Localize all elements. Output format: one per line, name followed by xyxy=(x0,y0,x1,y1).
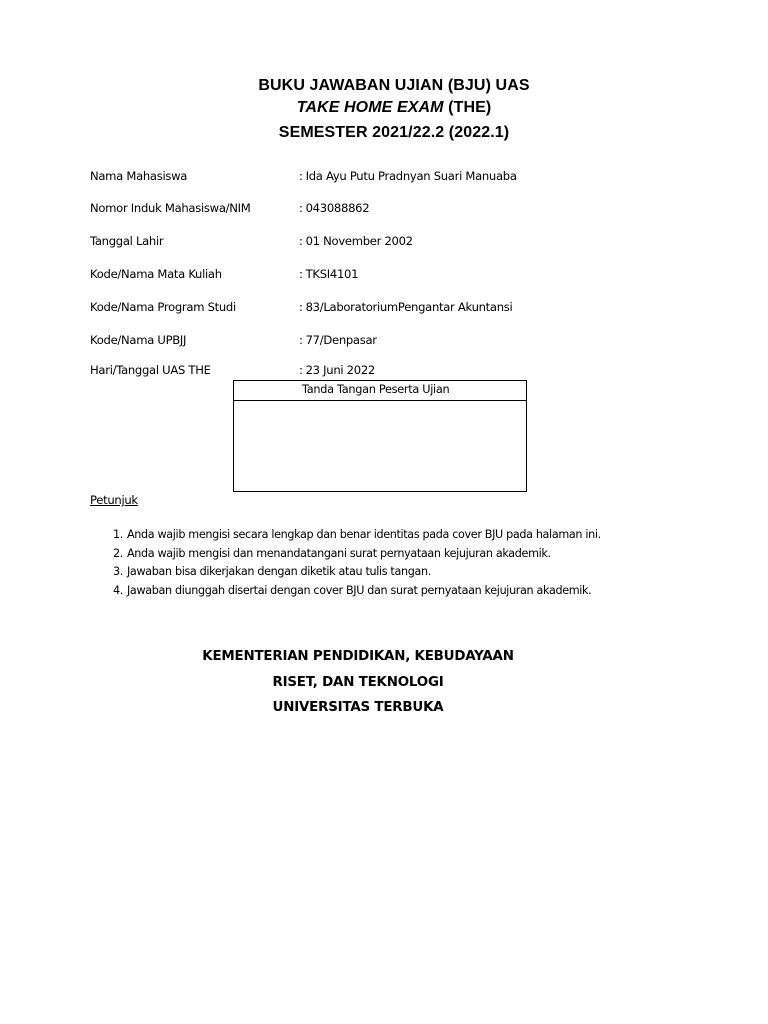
signature-box-title: Tanda Tangan Peserta Ujian xyxy=(302,383,450,396)
semester-title: SEMESTER 2021/22.2 (2022.1) xyxy=(278,124,510,141)
university-name: UNIVERSITAS TERBUKA xyxy=(272,700,444,715)
field-label: Nomor Induk Mahasiswa/NIM xyxy=(90,201,251,215)
field-label: Tanggal Lahir xyxy=(90,234,164,248)
subtitle-rest: (THE) xyxy=(443,99,492,116)
field-row-nama xyxy=(90,168,610,184)
field-value: : TKSI4101 xyxy=(299,267,359,281)
signature-box xyxy=(233,380,527,492)
field-row-program-studi xyxy=(90,299,610,315)
field-row-tanggal-uas xyxy=(90,362,610,378)
field-value: : 043088862 xyxy=(299,201,370,215)
list-item: 3. Jawaban bisa dikerjakan dengan diketik atau tulis tangan. xyxy=(113,565,431,579)
list-item: 2. Anda wajib mengisi dan menandatangani surat pernyataan kejujuran akademik. xyxy=(113,546,551,560)
instructions-title: Petunjuk xyxy=(90,493,138,507)
signature-area[interactable] xyxy=(234,401,526,491)
field-label: Nama Mahasiswa xyxy=(90,169,188,183)
instructions-list xyxy=(113,526,601,601)
field-row-mata-kuliah xyxy=(90,266,610,282)
field-value: : 77/Denpasar xyxy=(299,333,377,347)
field-row-nim xyxy=(90,200,610,216)
signature-box-header xyxy=(234,381,526,401)
field-label: Kode/Nama UPBJJ xyxy=(90,333,187,347)
document-subtitle xyxy=(0,99,768,117)
field-value: : 01 November 2002 xyxy=(299,234,413,248)
document-title: BUKU JAWABAN UJIAN (BJU) UAS xyxy=(258,77,530,94)
field-label: Kode/Nama Program Studi xyxy=(90,300,236,314)
field-value: : Ida Ayu Putu Pradnyan Suari Manuaba xyxy=(299,169,517,183)
field-row-tanggal-lahir xyxy=(90,233,610,249)
ministry-name: KEMENTERIAN PENDIDIKAN, KEBUDAYAAN xyxy=(202,649,514,664)
subtitle-italic: TAKE HOME EXAM xyxy=(296,99,444,116)
field-label: Hari/Tanggal UAS THE xyxy=(90,363,211,377)
field-value: : 23 Juni 2022 xyxy=(299,363,375,377)
ministry-name-continued: RISET, DAN TEKNOLOGI xyxy=(272,675,444,690)
list-item: 4. Jawaban diunggah disertai dengan cover BJU dan surat pernyataan kejujuran akademik. xyxy=(113,584,592,598)
field-row-upbjj xyxy=(90,332,610,348)
field-value: : 83/LaboratoriumPengantar Akuntansi xyxy=(299,300,513,314)
list-item: 1. Anda wajib mengisi secara lengkap dan benar identitas pada cover BJU pada halaman ini. xyxy=(113,528,601,541)
field-label: Kode/Nama Mata Kuliah xyxy=(90,267,222,281)
